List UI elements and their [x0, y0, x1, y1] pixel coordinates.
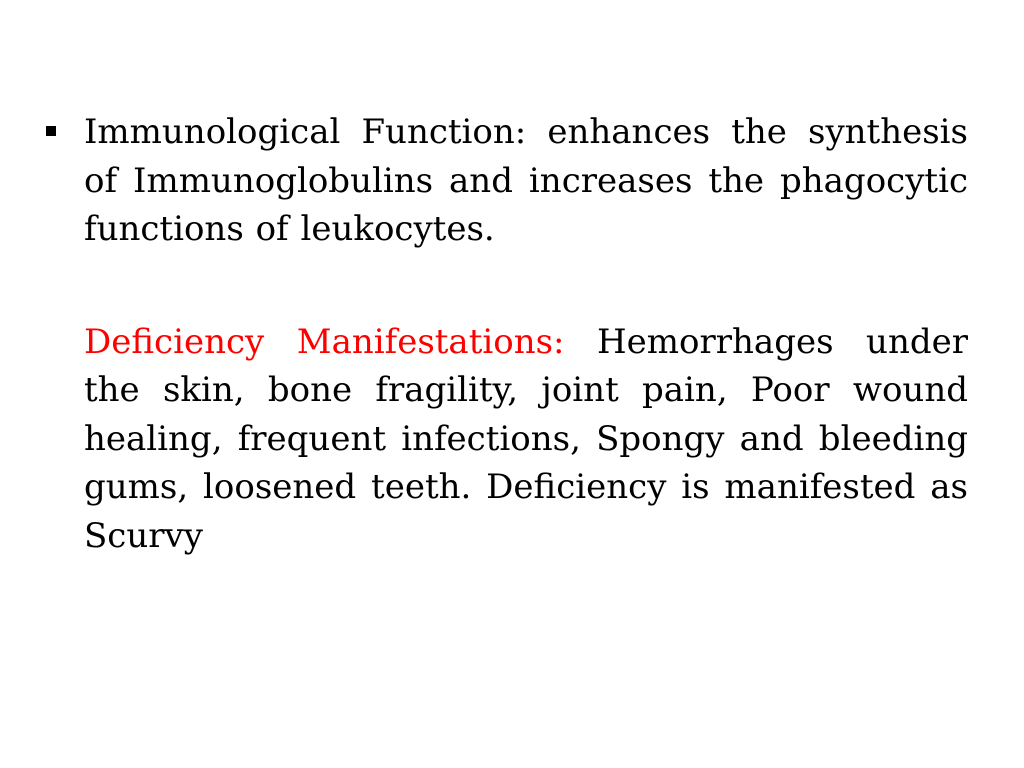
- deficiency-manifestations-text: Hemorrhages under the skin, bone fragility, joint pain, Poor wound healing, frequent infections, Spongy and bleeding gums, loosened teeth. Deficiency is manifested as Scurvy: [84, 321, 968, 556]
- deficiency-manifestations-paragraph: [84, 318, 968, 561]
- deficiency-manifestations-heading: Deficiency Manifestations:: [84, 321, 565, 362]
- immunological-function-paragraph: [84, 108, 968, 254]
- slide-content: [84, 108, 968, 560]
- immunological-function-text: Immunological Function: enhances the synthesis of Immunoglobulins and increases the phagocytic functions of leukocytes.: [84, 112, 968, 249]
- square-bullet-icon: [46, 126, 56, 136]
